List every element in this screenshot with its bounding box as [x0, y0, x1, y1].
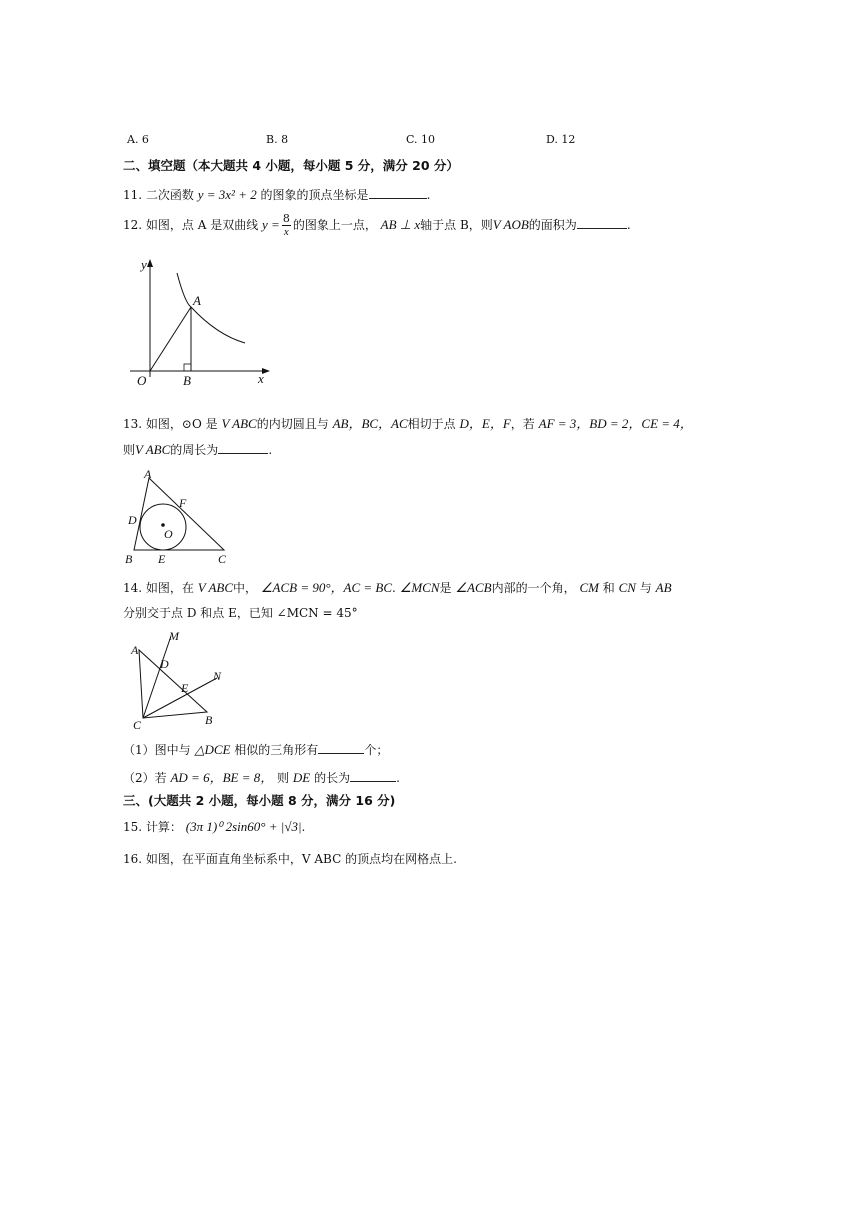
q14-1-tri: △DCE	[194, 742, 231, 757]
q13-line2-tail: 的周长为	[170, 443, 219, 457]
q11-number: 11. 二次函数	[123, 188, 194, 202]
q13-points: D，E，F	[459, 416, 511, 431]
q12-tail: 的面积为	[528, 218, 577, 232]
q11-end: .	[426, 188, 431, 202]
question-14	[123, 577, 672, 596]
q14-mid4: 内部的一个角，	[491, 581, 576, 595]
q12-number: 12. 如图，点 A 是双曲线	[123, 218, 259, 232]
q13-sides: AB，BC，AC	[332, 416, 408, 431]
question-13-line2	[123, 441, 272, 458]
section-3-title: 三、(大题共 2 小题，每小题 8 分，满分 16 分)	[123, 793, 396, 808]
q14-1-tail: 相似的三角形有	[234, 743, 319, 757]
fig14-label-c: C	[133, 718, 142, 732]
q13-line2-tri: V ABC	[135, 442, 171, 457]
q13-tri: V ABC	[221, 416, 257, 431]
fig14-label-b: B	[205, 713, 213, 727]
q13-number: 13. 如图，⊙O 是	[123, 417, 218, 431]
q14-cond1: ∠ACB = 90°，AC = BC	[260, 580, 393, 595]
q12-lhs: y =	[262, 217, 280, 232]
q15-expr: (3π 1)⁰ 2sin60° + |√3|	[185, 819, 302, 834]
q12-mid: 的图象上一点，	[292, 218, 377, 232]
q14-number: 14. 如图，在	[123, 581, 194, 595]
q15-end: .	[301, 820, 306, 834]
q12-frac-num: 8	[282, 212, 290, 225]
fig14-label-a: A	[131, 643, 139, 657]
section-2-title: 二、填空题（本大题共 4 小题，每小题 5 分，满分 20 分）	[123, 158, 459, 173]
q14-2-cond: AD = 6，BE = 8，	[170, 770, 274, 785]
fig14-label-n: N	[213, 669, 222, 683]
choice-c: C. 10	[406, 133, 436, 146]
choice-a: A. 6	[127, 133, 149, 146]
q14-1-blank	[318, 743, 364, 754]
q14-mid2: .	[392, 581, 396, 595]
q13-end: .	[268, 443, 273, 457]
q14-2-pre: （2）若	[123, 771, 167, 785]
fig14-label-m: M	[169, 629, 179, 643]
q12-mid2: 轴于点 B，则	[420, 218, 493, 232]
question-11	[123, 186, 430, 203]
q11-tail: 的图象的顶点坐标是	[260, 188, 369, 202]
choice-d: D. 12	[546, 133, 576, 146]
q11-blank	[369, 188, 427, 199]
q13-mid3: ，若	[510, 417, 535, 431]
q14-line-cn: CN	[618, 580, 636, 595]
fig12-label-x: x	[258, 371, 264, 386]
fig12-y-arrow-icon	[147, 259, 153, 267]
q13-mid2: 相切于点	[407, 417, 456, 431]
fig12-label-y: y	[141, 257, 147, 272]
fig12-label-o: O	[137, 373, 147, 388]
q12-end: .	[626, 218, 631, 232]
q11-expr: y = 3x² + 2	[197, 187, 257, 202]
q14-and: 和	[602, 581, 615, 595]
q13-mid: 的内切圆且与	[256, 417, 329, 431]
q14-2-blank	[350, 771, 396, 782]
q12-blank	[577, 218, 627, 229]
q14-2-tail: 的长为	[314, 771, 351, 785]
q14-1-pre: （1）图中与	[123, 743, 191, 757]
fig12-hyperbola	[177, 273, 245, 343]
choice-b: B. 8	[266, 133, 289, 146]
fig13-label-e: E	[158, 552, 166, 566]
q14-cond3: ∠ACB	[455, 580, 492, 595]
q14-cond2: ∠MCN	[399, 580, 440, 595]
fig13-triangle	[134, 478, 224, 550]
fig13-label-c: C	[218, 552, 227, 566]
figure-14	[125, 628, 235, 732]
fig13-label-d: D	[128, 513, 137, 527]
q14-2-end: .	[396, 771, 400, 785]
fig14-triangle	[139, 650, 207, 718]
question-14-line2: 分别交于点 D 和点 E，已知 ∠MCN = 45°	[123, 606, 358, 620]
q14-tri: V ABC	[197, 580, 234, 595]
fig13-label-b: B	[125, 552, 133, 566]
fig13-label-a: A	[144, 467, 152, 481]
fig12-right-angle-mark	[184, 364, 191, 371]
q12-tri: V AOB	[492, 217, 529, 232]
q12-cond: AB ⊥ x	[380, 217, 421, 232]
q12-fraction	[282, 213, 291, 238]
question-14-part-2	[123, 767, 400, 786]
q14-2-mid: 则	[277, 771, 290, 785]
fig13-label-o: O	[164, 527, 173, 541]
q15-number: 15. 计算：	[123, 820, 182, 834]
q14-mid3: 是	[439, 581, 452, 595]
question-13	[123, 413, 693, 432]
q14-ab: AB	[655, 580, 672, 595]
q14-line-cm: CM	[579, 580, 599, 595]
fig12-segment-oa	[150, 307, 191, 371]
q13-given: AF = 3，BD = 2，CE = 4，	[538, 416, 693, 431]
question-15	[123, 818, 305, 835]
q14-2-seg: DE	[292, 770, 311, 785]
question-16: 16. 如图，在平面直角坐标系中，V ABC 的顶点均在网格点上.	[123, 852, 457, 866]
q14-with: 与	[639, 581, 652, 595]
figure-12	[125, 255, 275, 390]
q14-mid: 中，	[233, 581, 258, 595]
q13-blank	[218, 443, 268, 454]
q14-1-end: 个；	[364, 743, 389, 757]
q13-line2-pre: 则	[123, 443, 136, 457]
fig12-label-b: B	[183, 373, 191, 388]
question-12	[123, 213, 631, 238]
fig13-incircle	[140, 504, 186, 550]
question-14-part-1	[123, 741, 388, 758]
fig14-label-e: E	[181, 681, 189, 695]
fig14-label-d: D	[160, 657, 169, 671]
fig13-label-f: F	[179, 496, 187, 510]
figure-13	[122, 466, 242, 568]
fig12-label-a: A	[193, 293, 201, 308]
q12-frac-den: x	[283, 226, 289, 238]
